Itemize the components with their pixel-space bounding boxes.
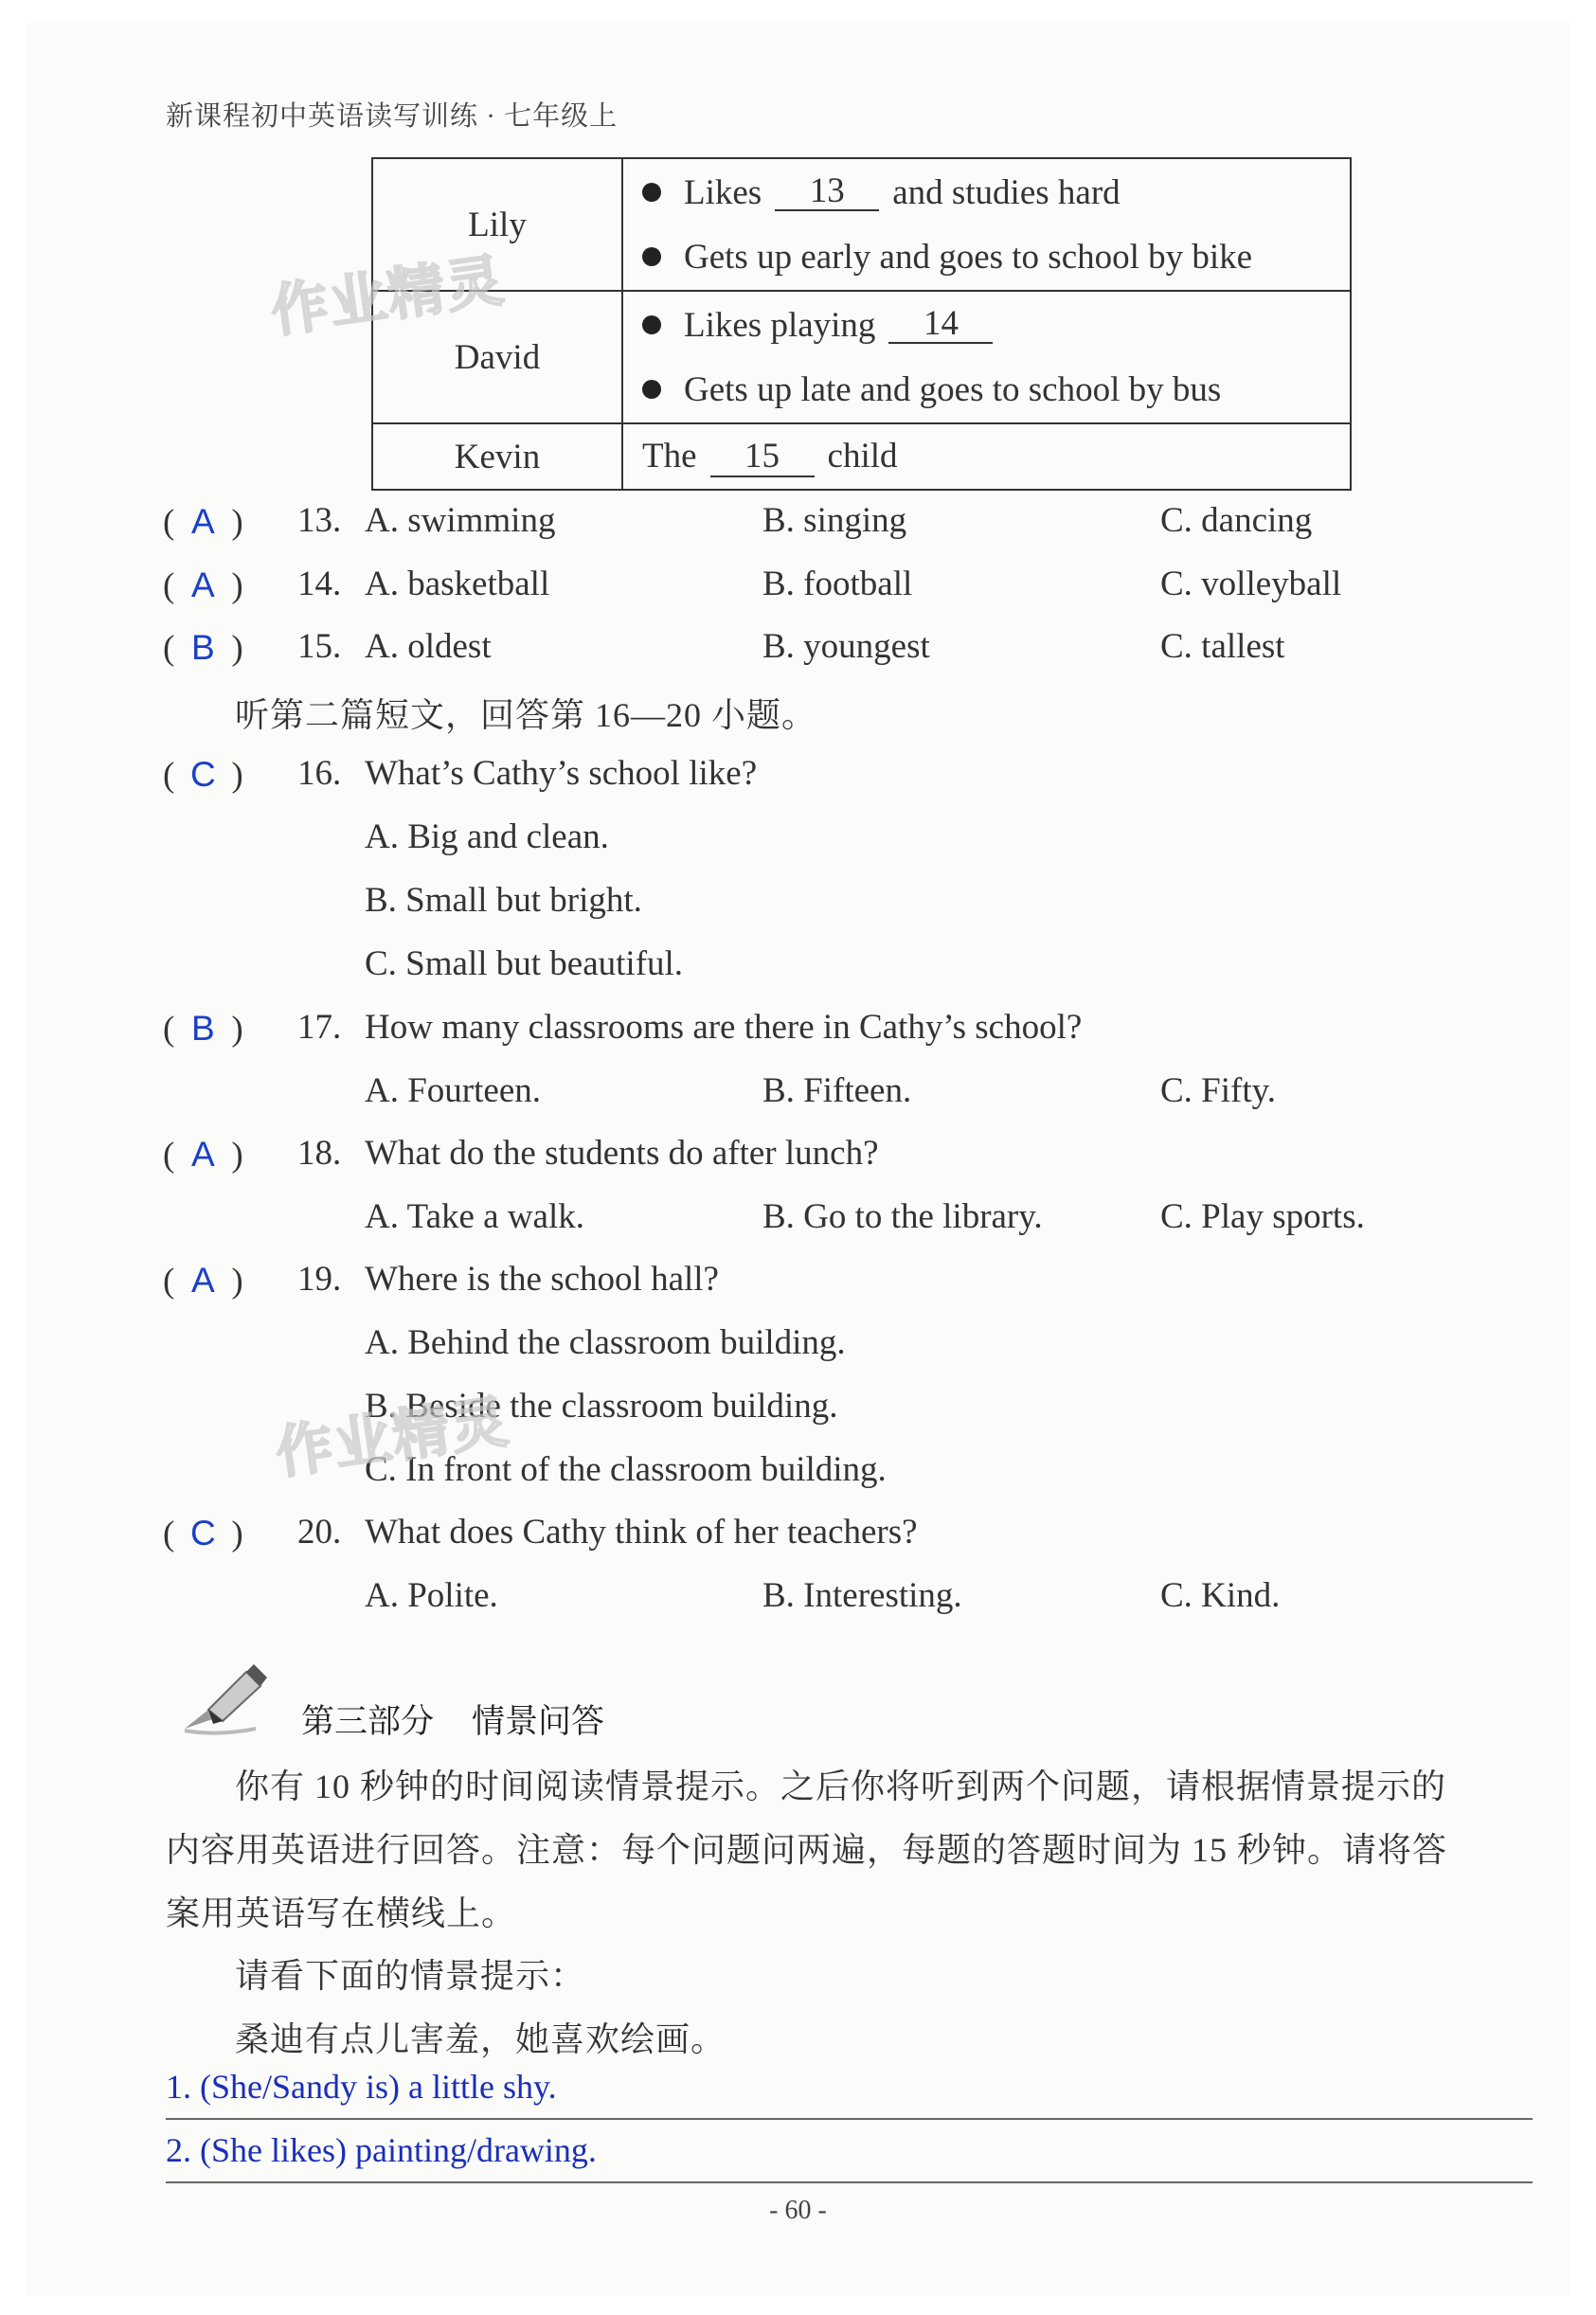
row-name: David [372,291,622,423]
answer-rule [166,2181,1533,2183]
option-b: B. Beside the classroom building. [365,1387,838,1426]
question-text: What do the students do after lunch? [365,1134,879,1173]
answer-mark: C [189,1514,216,1552]
running-header: 新课程初中英语读写训练 · 七年级上 [166,101,619,132]
option-a: A. Big and clean. [365,817,609,856]
student-info-table [371,157,1352,491]
option-a: A. oldest [365,627,492,666]
option-a: A. basketball [365,565,550,603]
option-a: A. Polite. [365,1576,498,1615]
question-text: Where is the school hall? [365,1260,719,1299]
instruction-line: 案用英语写在横线上。 [166,1894,517,1932]
answer-mark: B [190,628,215,667]
option-c: C. Fifty. [1160,1071,1276,1110]
prompt-label: 请看下面的情景提示： [235,1957,586,1995]
answer-mark: C [189,755,216,794]
option-c: C. Kind. [1160,1576,1281,1615]
table-row: David Likes playing 14 Gets up late and goes to school by bus [372,291,1351,423]
option-c: C. volleyball [1160,565,1342,603]
option-c: C. dancing [1160,501,1313,540]
instruction-line: 内容用英语进行回答。注意：每个问题问两遍，每题的答题时间为 15 秒钟。请将答 [166,1831,1448,1869]
bullet-icon [642,183,661,202]
table-row: Kevin The 15 child [372,423,1351,490]
row-name: Lily [372,158,622,291]
row-name: Kevin [372,423,622,490]
answer-mark: A [190,1261,215,1300]
question-13: ( A ) [163,502,243,542]
option-b: B. youngest [762,627,930,666]
question-19: ( A ) [163,1261,243,1301]
table-row: Lily Likes 13 and studies hard Gets up early and goes to school by bike [372,158,1351,291]
scenario-prompt: 桑迪有点儿害羞，她喜欢绘画。 [235,2020,726,2058]
answer-mark: A [190,502,215,541]
question-text: How many classrooms are there in Cathy’s school? [365,1008,1083,1047]
watermark: 作业精灵 [272,1389,514,1487]
answer-line-2: 2. (She likes) painting/drawing. [166,2131,597,2169]
blank-14: 14 [888,306,993,345]
watermark: 作业精灵 [267,247,510,346]
answer-mark: B [190,1009,215,1048]
option-b: B. Go to the library. [762,1197,1043,1236]
question-15: ( B ) [163,628,243,668]
bullet-icon [642,315,661,334]
option-c: C. In front of the classroom building. [365,1450,887,1489]
answer-mark: A [190,565,215,604]
bullet-icon [642,380,661,399]
question-16: ( C ) [163,755,243,795]
option-a: A. Take a walk. [365,1197,585,1236]
question-18: ( A ) [163,1135,243,1175]
page-number: - 60 - [769,2196,827,2225]
answer-rule [166,2118,1533,2120]
question-20: ( C ) [163,1514,243,1553]
question-text: What does Cathy think of her teachers? [365,1513,918,1552]
option-b: B. singing [762,501,907,540]
option-a: A. Fourteen. [365,1071,541,1110]
option-a: A. Behind the classroom building. [365,1323,846,1362]
option-b: B. football [762,565,913,603]
option-b: B. Fifteen. [762,1071,912,1110]
option-b: B. Small but bright. [365,881,642,920]
answer-mark: A [190,1135,215,1174]
option-c: C. Play sports. [1160,1197,1365,1236]
pencil-icon [180,1662,270,1738]
question-17: ( B ) [163,1009,243,1049]
section-heading: 第三部分 情景问答 [301,1703,605,1741]
option-a: A. swimming [365,501,556,540]
passage2-instruction: 听第二篇短文，回答第 16—20 小题。 [235,696,817,734]
instruction-line: 你有 10 秒钟的时间阅读情景提示。之后你将听到两个问题，请根据情景提示的 [235,1768,1447,1805]
option-c: C. tallest [1160,627,1285,666]
option-c: C. Small but beautiful. [365,944,684,983]
option-b: B. Interesting. [762,1576,962,1615]
blank-13: 13 [775,173,879,212]
answer-line-1: 1. (She/Sandy is) a little shy. [166,2068,557,2106]
bullet-icon [642,247,661,266]
blank-15: 15 [710,439,815,477]
question-text: What’s Cathy’s school like? [365,754,758,793]
question-14: ( A ) [163,565,243,605]
